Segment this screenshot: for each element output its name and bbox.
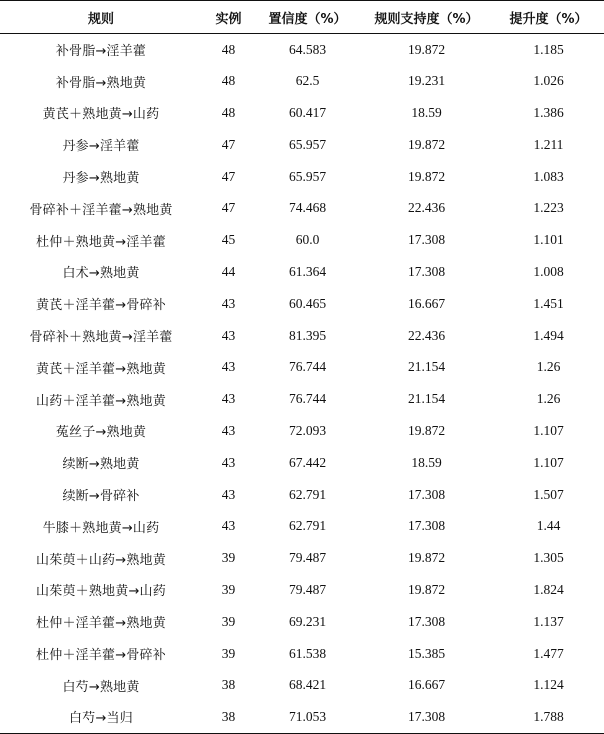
- lift-cell: 1.137: [533, 613, 564, 629]
- table-row: [0, 256, 604, 288]
- rule-cell: 黄芪＋熟地黄→山药: [42, 107, 160, 123]
- instances-cell: 48: [221, 104, 236, 120]
- support-cell: 15.385: [407, 645, 446, 661]
- rule-cell: 白术→熟地黄: [62, 266, 140, 282]
- confidence-cell: 64.583: [288, 41, 327, 57]
- table-row: [0, 65, 604, 97]
- confidence-cell: 60.417: [288, 104, 327, 120]
- instances-cell: 43: [221, 486, 236, 502]
- lift-cell: 1.386: [533, 104, 564, 120]
- support-cell: 22.436: [407, 200, 446, 216]
- rule-cell: 杜仲＋淫羊藿→骨碎补: [36, 648, 166, 664]
- support-cell: 21.154: [407, 391, 446, 407]
- header-support: 规则支持度（%）: [360, 1, 493, 34]
- confidence-cell: 74.468: [288, 200, 327, 216]
- table-header: [0, 1, 604, 34]
- confidence-cell: 61.364: [288, 263, 327, 279]
- confidence-cell: 60.465: [288, 295, 327, 311]
- instances-cell: 39: [221, 550, 236, 566]
- rule-cell: 牛膝＋熟地黄→山药: [42, 520, 160, 536]
- instances-cell: 45: [221, 232, 236, 248]
- support-cell: 17.308: [407, 263, 446, 279]
- instances-cell: 44: [221, 263, 236, 279]
- instances-cell: 43: [221, 295, 236, 311]
- support-cell: 16.667: [407, 677, 446, 693]
- confidence-cell: 81.395: [288, 327, 327, 343]
- rule-cell: 杜仲＋熟地黄→淫羊藿: [36, 234, 166, 250]
- confidence-cell: 65.957: [288, 168, 327, 184]
- instances-cell: 39: [221, 613, 236, 629]
- lift-cell: 1.107: [533, 454, 564, 470]
- support-cell: 18.59: [411, 104, 442, 120]
- instances-cell: 43: [221, 359, 236, 375]
- table-row: [0, 383, 604, 415]
- table-body: [0, 34, 604, 734]
- rule-cell: 骨碎补＋熟地黄→淫羊藿: [29, 330, 173, 346]
- support-cell: 19.872: [407, 136, 446, 152]
- rule-cell: 黄芪＋淫羊藿→骨碎补: [36, 298, 166, 314]
- rule-cell: 丹参→淫羊藿: [62, 139, 140, 155]
- table-row: [0, 288, 604, 320]
- header-rule: 规则: [0, 1, 202, 34]
- confidence-cell: 61.538: [288, 645, 327, 661]
- confidence-cell: 72.093: [288, 422, 327, 438]
- support-cell: 22.436: [407, 327, 446, 343]
- table-row: [0, 351, 604, 383]
- table-row: [0, 97, 604, 129]
- lift-cell: 1.494: [533, 327, 564, 343]
- table-row: [0, 510, 604, 542]
- lift-cell: 1.124: [533, 677, 564, 693]
- support-cell: 16.667: [407, 295, 446, 311]
- rule-cell: 续断→骨碎补: [62, 489, 140, 505]
- lift-cell: 1.223: [533, 200, 564, 216]
- support-cell: 17.308: [407, 486, 446, 502]
- confidence-cell: 62.791: [288, 486, 327, 502]
- instances-cell: 47: [221, 200, 236, 216]
- confidence-cell: 60.0: [295, 232, 320, 248]
- rule-cell: 骨碎补＋淫羊藿→熟地黄: [29, 202, 173, 218]
- lift-cell: 1.185: [533, 41, 564, 57]
- lift-cell: 1.507: [533, 486, 564, 502]
- support-cell: 19.231: [407, 73, 446, 89]
- confidence-cell: 76.744: [288, 391, 327, 407]
- instances-cell: 43: [221, 391, 236, 407]
- lift-cell: 1.211: [533, 136, 564, 152]
- header-instances: 实例: [202, 1, 255, 34]
- lift-cell: 1.026: [533, 73, 564, 89]
- table-row: [0, 574, 604, 606]
- instances-cell: 43: [221, 422, 236, 438]
- support-cell: 17.308: [407, 232, 446, 248]
- instances-cell: 43: [221, 327, 236, 343]
- lift-cell: 1.008: [533, 263, 564, 279]
- confidence-cell: 67.442: [288, 454, 327, 470]
- support-cell: 19.872: [407, 41, 446, 57]
- rule-cell: 白芍→当归: [0, 701, 202, 733]
- support-cell: 19.872: [407, 550, 446, 566]
- lift-cell: 1.44: [536, 518, 561, 534]
- instances-cell: 38: [221, 677, 236, 693]
- support-cell: 19.872: [407, 168, 446, 184]
- table-row: [0, 34, 604, 66]
- support-cell: 18.59: [411, 454, 442, 470]
- rule-cell: 杜仲＋淫羊藿→熟地黄: [36, 616, 166, 632]
- lift-cell: 1.451: [533, 295, 564, 311]
- instances-cell: 43: [221, 518, 236, 534]
- confidence-cell: 71.053: [255, 701, 360, 733]
- support-cell: 17.308: [407, 613, 446, 629]
- instances-cell: 38: [202, 701, 255, 733]
- table-row: [0, 606, 604, 638]
- table-row: [0, 415, 604, 447]
- lift-cell: 1.305: [533, 550, 564, 566]
- confidence-cell: 62.791: [288, 518, 327, 534]
- rule-cell: 黄芪＋淫羊藿→熟地黄: [36, 361, 166, 377]
- support-cell: 17.308: [360, 701, 493, 733]
- table-row: [0, 224, 604, 256]
- table-row: [0, 161, 604, 193]
- instances-cell: 39: [221, 645, 236, 661]
- confidence-cell: 79.487: [288, 581, 327, 597]
- rule-cell: 山茱萸＋熟地黄→山药: [36, 584, 166, 600]
- table-row: [0, 479, 604, 511]
- rule-cell: 丹参→熟地黄: [62, 171, 140, 187]
- support-cell: 19.872: [407, 422, 446, 438]
- instances-cell: 48: [221, 73, 236, 89]
- table-row: [0, 701, 604, 733]
- confidence-cell: 68.421: [288, 677, 327, 693]
- header-row: [0, 1, 604, 34]
- rule-cell: 白芍→熟地黄: [62, 679, 140, 695]
- confidence-cell: 79.487: [288, 550, 327, 566]
- lift-cell: 1.083: [533, 168, 564, 184]
- confidence-cell: 62.5: [295, 73, 320, 89]
- support-cell: 21.154: [407, 359, 446, 375]
- lift-cell: 1.26: [536, 359, 561, 375]
- confidence-cell: 69.231: [288, 613, 327, 629]
- header-lift: 提升度（%）: [493, 1, 604, 34]
- lift-cell: 1.107: [533, 422, 564, 438]
- rule-cell: 续断→熟地黄: [62, 457, 140, 473]
- instances-cell: 43: [221, 454, 236, 470]
- table-row: [0, 129, 604, 161]
- rule-cell: 补骨脂→淫羊藿: [55, 44, 147, 60]
- table-row: [0, 638, 604, 670]
- rule-cell: 山药＋淫羊藿→熟地黄: [36, 393, 166, 409]
- header-confidence: 置信度（%）: [255, 1, 360, 34]
- instances-cell: 39: [221, 581, 236, 597]
- confidence-cell: 76.744: [288, 359, 327, 375]
- confidence-cell: 65.957: [288, 136, 327, 152]
- support-cell: 17.308: [407, 518, 446, 534]
- table-row: [0, 447, 604, 479]
- rule-cell: 山茱萸＋山药→熟地黄: [36, 552, 166, 568]
- support-cell: 19.872: [407, 581, 446, 597]
- rule-cell: 菟丝子→熟地黄: [55, 425, 147, 441]
- table-row: [0, 542, 604, 574]
- rule-cell: 补骨脂→熟地黄: [55, 75, 147, 91]
- instances-cell: 48: [221, 41, 236, 57]
- table-row: [0, 320, 604, 352]
- instances-cell: 47: [221, 168, 236, 184]
- lift-cell: 1.101: [533, 232, 564, 248]
- table-row: [0, 669, 604, 701]
- lift-cell: 1.26: [536, 391, 561, 407]
- instances-cell: 47: [221, 136, 236, 152]
- lift-cell: 1.824: [533, 581, 564, 597]
- table-row: [0, 192, 604, 224]
- lift-cell: 1.477: [533, 645, 564, 661]
- lift-cell: 1.788: [493, 701, 604, 733]
